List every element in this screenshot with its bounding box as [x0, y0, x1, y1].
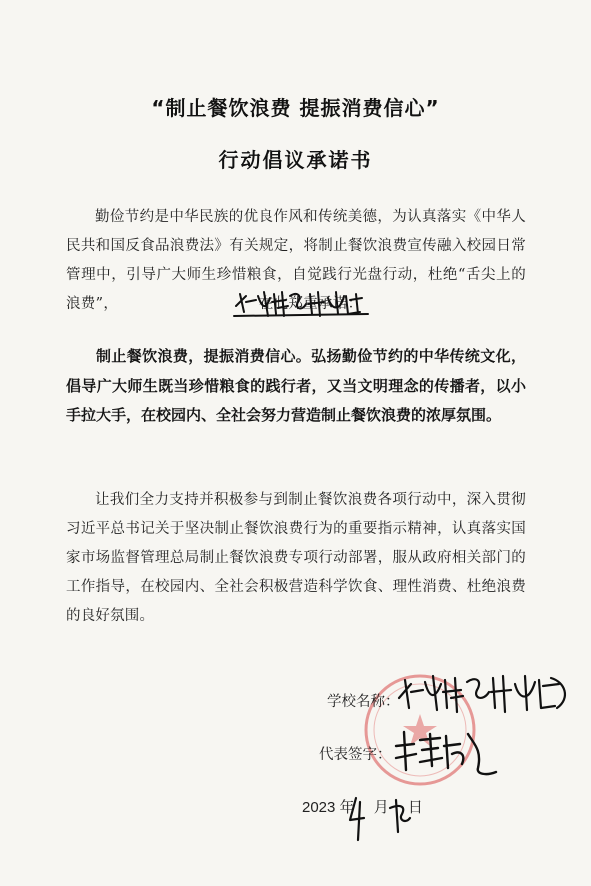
representative-signature-label: 代表签字： [319, 747, 392, 763]
handwritten-representative-signature [390, 724, 500, 778]
paragraph-intro: 勤俭节约是中华民族的优良作风和传统美德，为认真落实《中华人民共和国反食品浪费法》有关规定，将制止餐饮浪费宣传融入校园日常管理中，引导广大师生珍惜粮食，自觉践行光盘行动，杜绝“舌尖上的浪费”， 在此郑重承诺： [66, 209, 526, 312]
handwritten-date [330, 790, 440, 844]
school-name-label: 学校名称： [327, 694, 400, 710]
date-label: 2023 年 月 日 [302, 799, 423, 816]
handwritten-school-name-signature [395, 668, 575, 718]
document-title: “制止餐饮浪费 提振消费信心” [151, 96, 440, 120]
handwritten-school-name-inline [232, 286, 372, 320]
paragraph-commitment: 制止餐饮浪费，提振消费信心。弘扬勤俭节约的中华传统文化，倡导广大师生既当珍惜粮食的践行者，又当文明理念的传播者，以小手拉大手，在校园内、全社会努力营造制止餐饮浪费的浓厚氛围。 [66, 347, 526, 424]
document-subtitle: 行动倡议承诺书 [218, 148, 373, 172]
paragraph-action: 让我们全力支持并积极参与到制止餐饮浪费各项行动中，深入贯彻习近平总书记关于坚决制止餐饮浪费行为的重要指示精神，认真落实国家市场监督管理总局制止餐饮浪费专项行动部署，服从政府相关部门的工作指导，在校园内、全社会积极营造科学饮食、理性消费、杜绝浪费的良好氛围。 [66, 492, 526, 624]
